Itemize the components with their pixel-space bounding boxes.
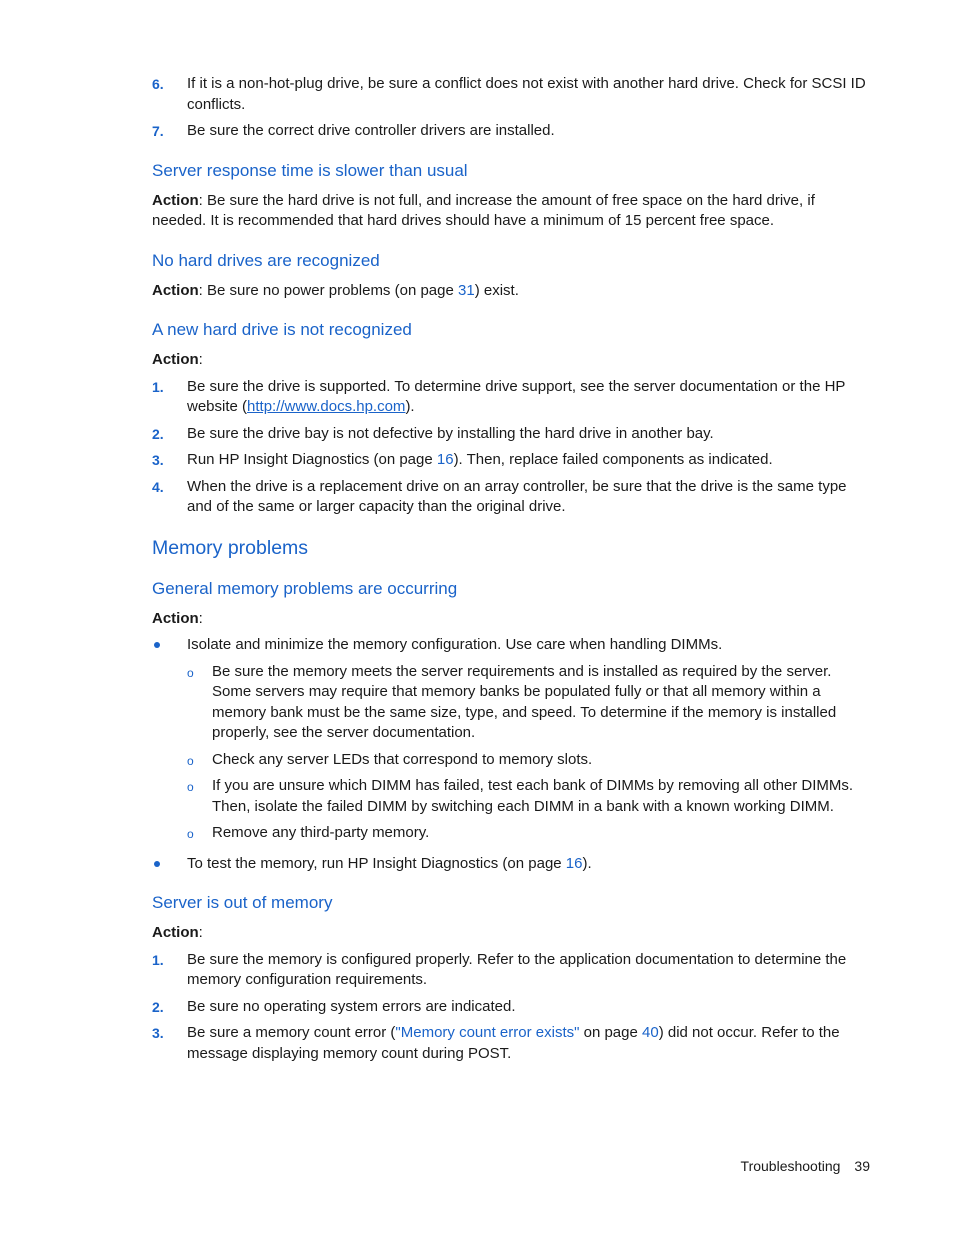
list-number: 1. (152, 378, 164, 395)
list-text: If it is a non-hot-plug drive, be sure a conflict does not exist with another hard drive. Check for SCSI ID conflicts. (187, 75, 866, 113)
circle-bullet-icon: o (187, 780, 194, 794)
list-item (152, 74, 872, 115)
bullet-icon (154, 861, 160, 867)
colon: : (198, 924, 203, 941)
section-heading-memory-problems: Memory problems (152, 536, 309, 559)
action-paragraph (152, 609, 872, 630)
action-text: ) exist. (474, 281, 519, 299)
sub-bullet-item (152, 823, 872, 844)
action-label: Action (152, 351, 199, 368)
sub-bullet-text: If you are unsure which DIMM has failed, test each bank of DIMMs by removing all other DIMMs. Then, isolate the failed DIMM by switching each DIMM in a bank with a known working DIMM. (212, 777, 854, 815)
sub-bullet-text: Check any server LEDs that correspond to memory slots. (212, 750, 593, 768)
footer-page-number: 39 (854, 1158, 870, 1174)
action-label: Action (152, 281, 199, 299)
bullet-text: ). (582, 854, 592, 872)
sub-bullet-text: Remove any third-party memory. (212, 824, 430, 841)
list-number: 2. (152, 425, 164, 442)
cross-reference-link[interactable]: "Memory count error exists" (395, 1024, 580, 1041)
list-number: 7. (152, 123, 164, 139)
document-body (152, 74, 872, 1070)
list-item (152, 950, 872, 991)
list-text: Be sure the drive bay is not defective by installing the hard drive in another bay. (187, 424, 714, 442)
list-text: Run HP Insight Diagnostics (on page (187, 451, 437, 468)
bullet-text: To test the memory, run HP Insight Diagnostics (on page (187, 854, 566, 872)
list-item (152, 121, 872, 142)
section-heading-general-memory: General memory problems are occurring (152, 578, 458, 598)
list-item (152, 377, 872, 418)
circle-bullet-icon: o (187, 827, 194, 841)
sub-bullet-item (152, 662, 872, 744)
list-item (152, 424, 872, 445)
action-text: : Be sure the hard drive is not full, and increase the amount of free space on the hard drive, if needed. It is recommended that hard drives should have a minimum of 15 percent free space. (152, 191, 815, 229)
action-label: Action (152, 609, 199, 627)
sub-bullet-item (152, 776, 872, 817)
list-number: 1. (152, 951, 164, 968)
page-reference-link[interactable]: 31 (458, 281, 475, 299)
list-number: 4. (152, 478, 164, 495)
list-text: Be sure a memory count error ( (187, 1024, 396, 1041)
list-text: When the drive is a replacement drive on an array controller, be sure that the drive is the same type and of the same or larger capacity than the original drive. (187, 477, 847, 515)
bullet-icon (154, 642, 160, 648)
docs-hp-link[interactable]: http://www.docs.hp.com (247, 398, 406, 415)
page-reference-link[interactable]: 16 (436, 451, 454, 468)
list-text: on page (579, 1024, 642, 1041)
list-item (152, 1023, 872, 1064)
list-text: Be sure the drive is supported. To determine drive support, see the server documentation or the HP website ( (187, 377, 846, 415)
action-paragraph (152, 923, 872, 944)
list-item (152, 997, 872, 1018)
list-text: Be sure no operating system errors are indicated. (187, 997, 516, 1015)
bullet-item (152, 635, 872, 656)
list-text: ). Then, replace failed components as indicated. (453, 451, 773, 468)
action-paragraph (152, 191, 872, 232)
action-text: : Be sure no power problems (on page (198, 281, 458, 299)
section-heading-new-drive: A new hard drive is not recognized (152, 320, 412, 339)
list-text: ) did not occur. Refer to the message displaying memory count during POST. (187, 1024, 840, 1062)
colon: : (198, 351, 203, 368)
colon: : (198, 609, 203, 627)
circle-bullet-icon: o (187, 753, 194, 768)
section-heading-response-time: Server response time is slower than usual (152, 160, 468, 180)
page-reference-link[interactable]: 16 (565, 854, 583, 872)
bullet-text: Isolate and minimize the memory configuration. Use care when handling DIMMs. (187, 636, 723, 653)
list-text: Be sure the memory is configured properly. Refer to the application documentation to determine the memory configuration requirements. (187, 950, 847, 988)
page-footer (727, 1158, 870, 1174)
list-number: 6. (152, 76, 164, 92)
sub-bullet-item (152, 750, 872, 771)
bullet-item (152, 854, 872, 875)
list-number: 3. (152, 1025, 164, 1041)
section-heading-out-of-memory: Server is out of memory (152, 893, 333, 912)
footer-section-title: Troubleshooting (740, 1158, 841, 1174)
list-item (152, 477, 872, 518)
action-paragraph (152, 350, 872, 371)
circle-bullet-icon: o (187, 665, 194, 680)
action-label: Action (152, 191, 199, 209)
list-text: ). (405, 398, 415, 415)
action-paragraph (152, 281, 872, 302)
list-text: Be sure the correct drive controller drivers are installed. (187, 122, 555, 139)
page-reference-link[interactable]: 40 (642, 1024, 659, 1041)
list-item (152, 450, 872, 471)
list-number: 3. (152, 452, 164, 468)
list-number: 2. (152, 998, 164, 1015)
action-label: Action (152, 924, 199, 941)
sub-bullet-text: Be sure the memory meets the server requirements and is installed as required by the server. Some servers may require that memory banks be populated fully or that all memory within a memory bank must be the same size, type, and speed. To determine if the memory is installed properly, see the server documentation. (212, 662, 837, 741)
section-heading-no-drives: No hard drives are recognized (152, 250, 380, 270)
